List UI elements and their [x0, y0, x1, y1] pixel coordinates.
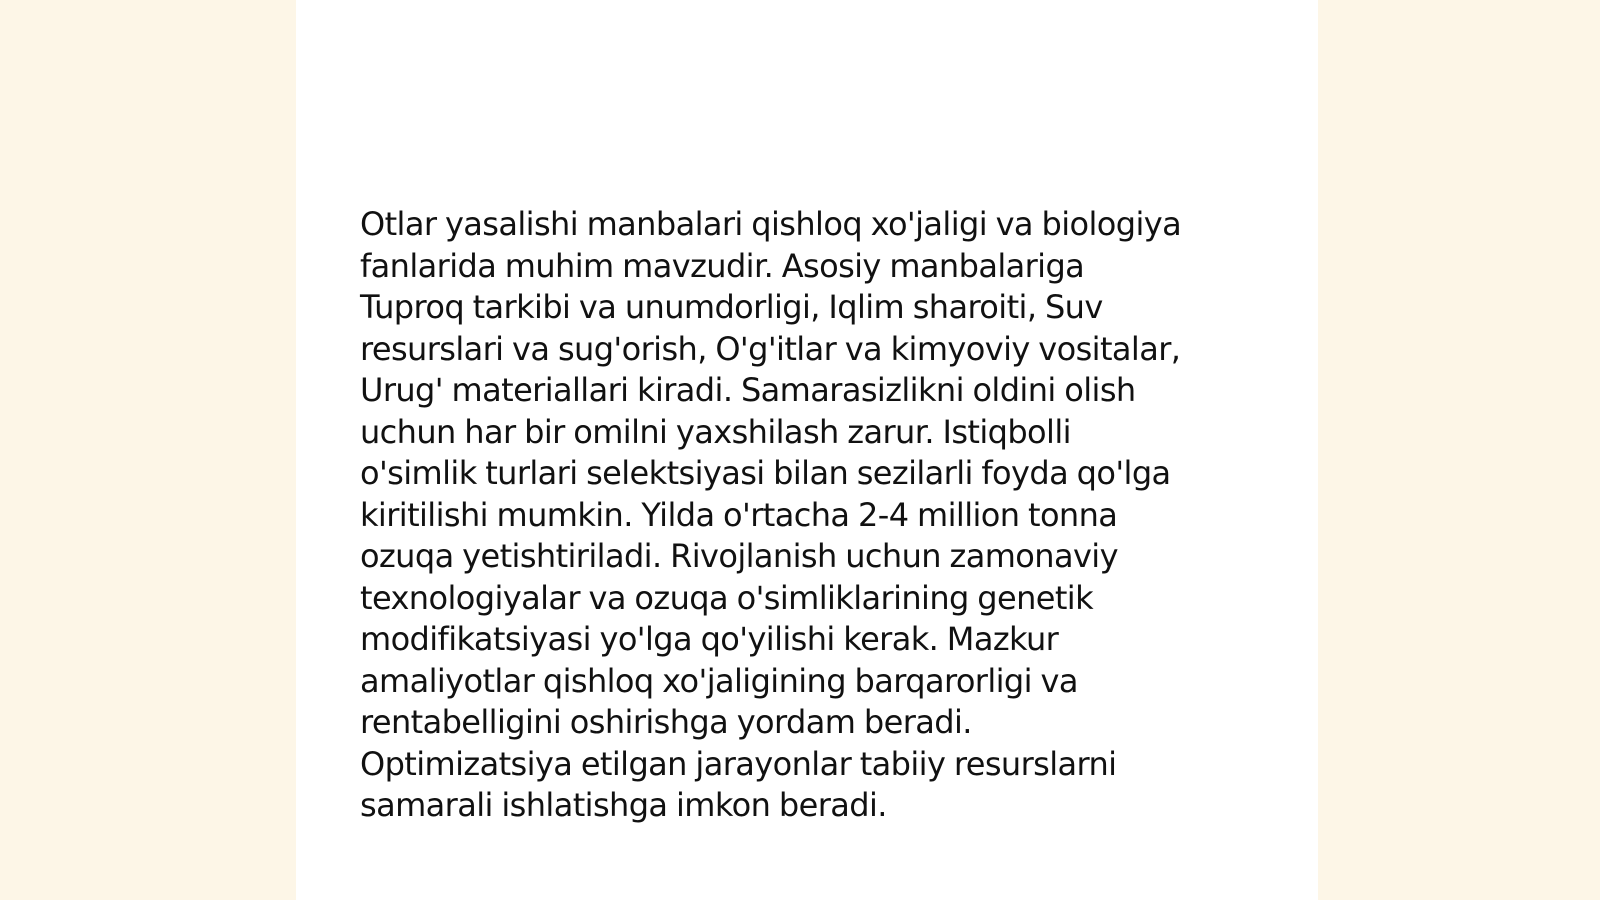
text-line: amaliyotlar qishloq xo'jaligining barqarorligi va [360, 661, 1078, 700]
text-line: uchun har bir omilni yaxshilash zarur. Istiqbolli [360, 412, 1071, 451]
body-paragraph [360, 204, 1260, 827]
text-line: fanlarida muhim mavzudir. Asosiy manbalariga [360, 246, 1085, 285]
text-line: rentabelligini oshirishga yordam beradi. [360, 703, 972, 741]
text-line: modifikatsiyasi yo'lga qo'yilishi kerak. Mazkur [360, 620, 1059, 658]
text-line: kiritilishi mumkin. Yilda o'rtacha 2-4 million tonna [360, 495, 1118, 534]
text-line: o'simlik turlari selektsiyasi bilan sezilarli foyda qo'lga [360, 454, 1171, 492]
text-line: Tuproq tarkibi va unumdorligi, Iqlim sharoiti, Suv [360, 288, 1103, 326]
text-line: texnologiyalar va ozuqa o'simliklarining genetik [360, 578, 1094, 617]
text-line: samarali ishlatishga imkon beradi. [360, 786, 887, 824]
text-line: Otlar yasalishi manbalari qishloq xo'jaligi va biologiya [360, 205, 1182, 243]
text-line: Urug' materiallari kiradi. Samarasizlikni oldini olish [360, 371, 1136, 409]
text-line: resurslari va sug'orish, O'g'itlar va kimyoviy vositalar, [360, 329, 1181, 368]
document-page [296, 0, 1318, 900]
text-line: ozuqa yetishtiriladi. Rivojlanish uchun zamonaviy [360, 537, 1118, 575]
text-line: Optimizatsiya etilgan jarayonlar tabiiy resurslarni [360, 744, 1117, 783]
